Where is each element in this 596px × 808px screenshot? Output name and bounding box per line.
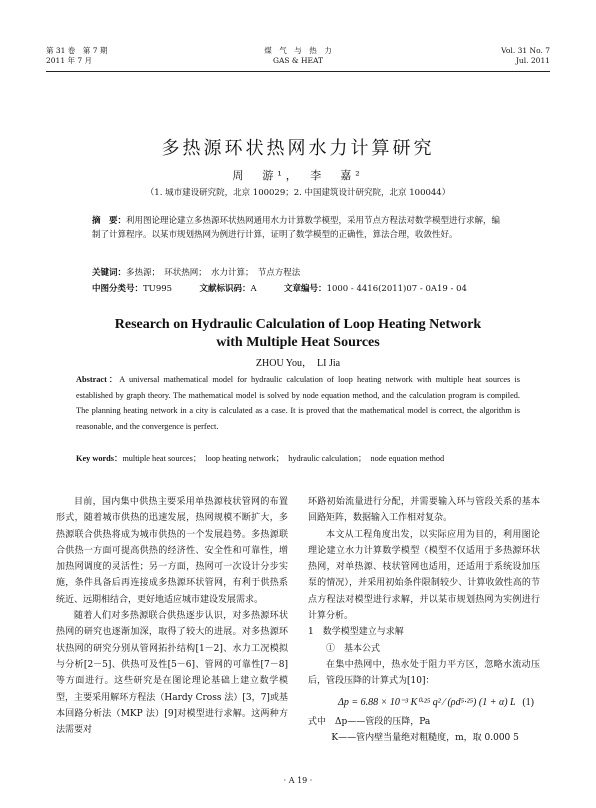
abstract-en-text: A universal mathematical model for hydraulic calculation of loop heating network with multiple heat sources is established by graph theory. The mathematical model is solved by node equation method, and the calculation program is compiled. The planning heating network in a city is calculated as a case. It is proved that the mathematical model is correct, the algorithm is reasonable, and the convergence is perfect.: [76, 375, 520, 431]
keywords-en-text: multiple heat sources； loop heating network； hydraulic calculation； node equation method: [122, 454, 445, 463]
equation-expression: Δp = 6.88 × 10⁻³ K⁰·²⁵ q² ⁄ (ρd⁵·²⁵) (1 + α) L: [338, 696, 516, 708]
journal-name-cn: 煤 气 与 热 力: [264, 46, 332, 55]
header-divider: [46, 71, 550, 72]
abstract-en-label: Abstract：: [76, 375, 120, 384]
variable-definition: K——管内壁当量绝对粗糙度，m，取 0.000 5: [331, 732, 519, 743]
page-number: · A 19 ·: [283, 776, 313, 785]
abstract-en: [76, 372, 520, 434]
body-paragraph: 随着人们对多热源联合供热逐步认识，对多热源环状热网的研究也逐渐加深，取得了较大的进展。对多热源环状热网的研究分别从管网拓扑结构[1－2]、水力工况模拟与分析[2－5]、供热可及性[5－6]、管网的可靠性[7－8]等方面进行。这些研究是在图论理论基础上建立数学模型，主要采用解环方程法（Hardy Cross 法）[3，7]或基本回路分析法（MKP 法）[9]对模型进行求解。这两种方法需要对: [56, 611, 288, 736]
body-column-right: [308, 494, 540, 746]
equation-number: (1): [522, 696, 534, 708]
section-heading: 1 数学模型建立与求解: [308, 627, 404, 638]
clc-value: TU995: [143, 284, 173, 294]
title-en-line2: with Multiple Heat Sources: [216, 335, 380, 350]
clc-label: 中图分类号：: [92, 284, 144, 294]
date-en-text: Jul. 2011: [515, 56, 550, 65]
volume-issue-text: 第 31 卷 第 7 期: [46, 46, 108, 55]
body-paragraph: 本文从工程角度出发，以实际应用为目的，利用图论理论建立水力计算数学模型（模型不仅适用于多热源环状热网，对单热源、枝状管网也适用，还适用于系统设加压泵的情况），并采用初始条件限制较少、计算收敛性高的节点方程法对模型进行求解，并以某市规划热网为实例进行计算分析。: [308, 529, 540, 622]
doc-code-label: 文献标识码：: [199, 284, 251, 294]
keywords-cn: [92, 266, 504, 280]
abstract-cn-label: 摘 要：: [92, 216, 127, 226]
subsection-heading: ① 基本公式: [326, 643, 381, 654]
body-paragraph: 环路初始流量进行分配，并需要输入环与管段关系的基本回路矩阵，数据输入工作相对复杂。: [308, 497, 540, 524]
keywords-cn-label: 关键词：: [92, 268, 127, 278]
authors-cn: 周 游¹， 李 嘉²: [232, 169, 364, 182]
abstract-cn-text: 利用图论理论建立多热源环状热网通用水力计算数学模型，采用节点方程法对数学模型进行求解，编制了计算程序。以某市规划热网为例进行计算，证明了数学模型的正确性，算法合理，收敛性好。: [92, 216, 501, 240]
variable-definition: 式中 Δp——管段的压降，Pa: [308, 716, 431, 727]
equation-1: [308, 690, 540, 714]
paper-title-cn: 多热源环状热网水力计算研究: [161, 138, 435, 159]
body-paragraph: 在集中热网中，热水处于阻力平方区，忽略水流动压后，管段压降的计算式为[10]：: [308, 659, 540, 687]
doc-code-value: A: [250, 284, 257, 294]
title-en-line1: Research on Hydraulic Calculation of Loop Heating Network: [114, 317, 482, 332]
body-paragraph: 目前，国内集中供热主要采用单热源枝状管网的布置形式，随着城市供热的迅速发展，热网规模不断扩大，多热源联合供热将成为城市供热的一个发展趋势。多热源联合供热一方面可提高供热的经济性、安全性和可靠性，增加热网调度的灵活性；另一方面，热网可一次设计分步实施，条件具备后再连接成多热源环状管网，有利于供热系统近、远期相结合，更好地适应城市建设发展需求。: [56, 497, 288, 605]
publication-date-text: 2011 年 7 月: [46, 56, 93, 65]
authors-en: ZHOU You， LI Jia: [255, 358, 341, 369]
classification-row: [92, 282, 504, 296]
keywords-en: [76, 451, 520, 467]
article-number-label: 文章编号：: [284, 284, 327, 294]
volume-en-text: Vol. 31 No. 7: [501, 46, 550, 55]
affiliation-cn: （1. 城市建设研究院，北京 100029；2. 中国建筑设计研究院，北京 100044）: [145, 188, 451, 198]
body-column-left: [56, 494, 288, 738]
paper-title-en: [0, 316, 596, 352]
abstract-cn: [92, 214, 504, 242]
article-number-value: 1000 - 4416(2011)07 - 0A19 - 04: [326, 284, 467, 294]
keywords-cn-text: 多热源； 环状热网； 水力计算； 节点方程法: [126, 268, 301, 278]
journal-volume-en: [501, 46, 550, 66]
journal-name-en: GAS & HEAT: [272, 56, 323, 65]
keywords-en-label: Key words：: [76, 454, 123, 463]
